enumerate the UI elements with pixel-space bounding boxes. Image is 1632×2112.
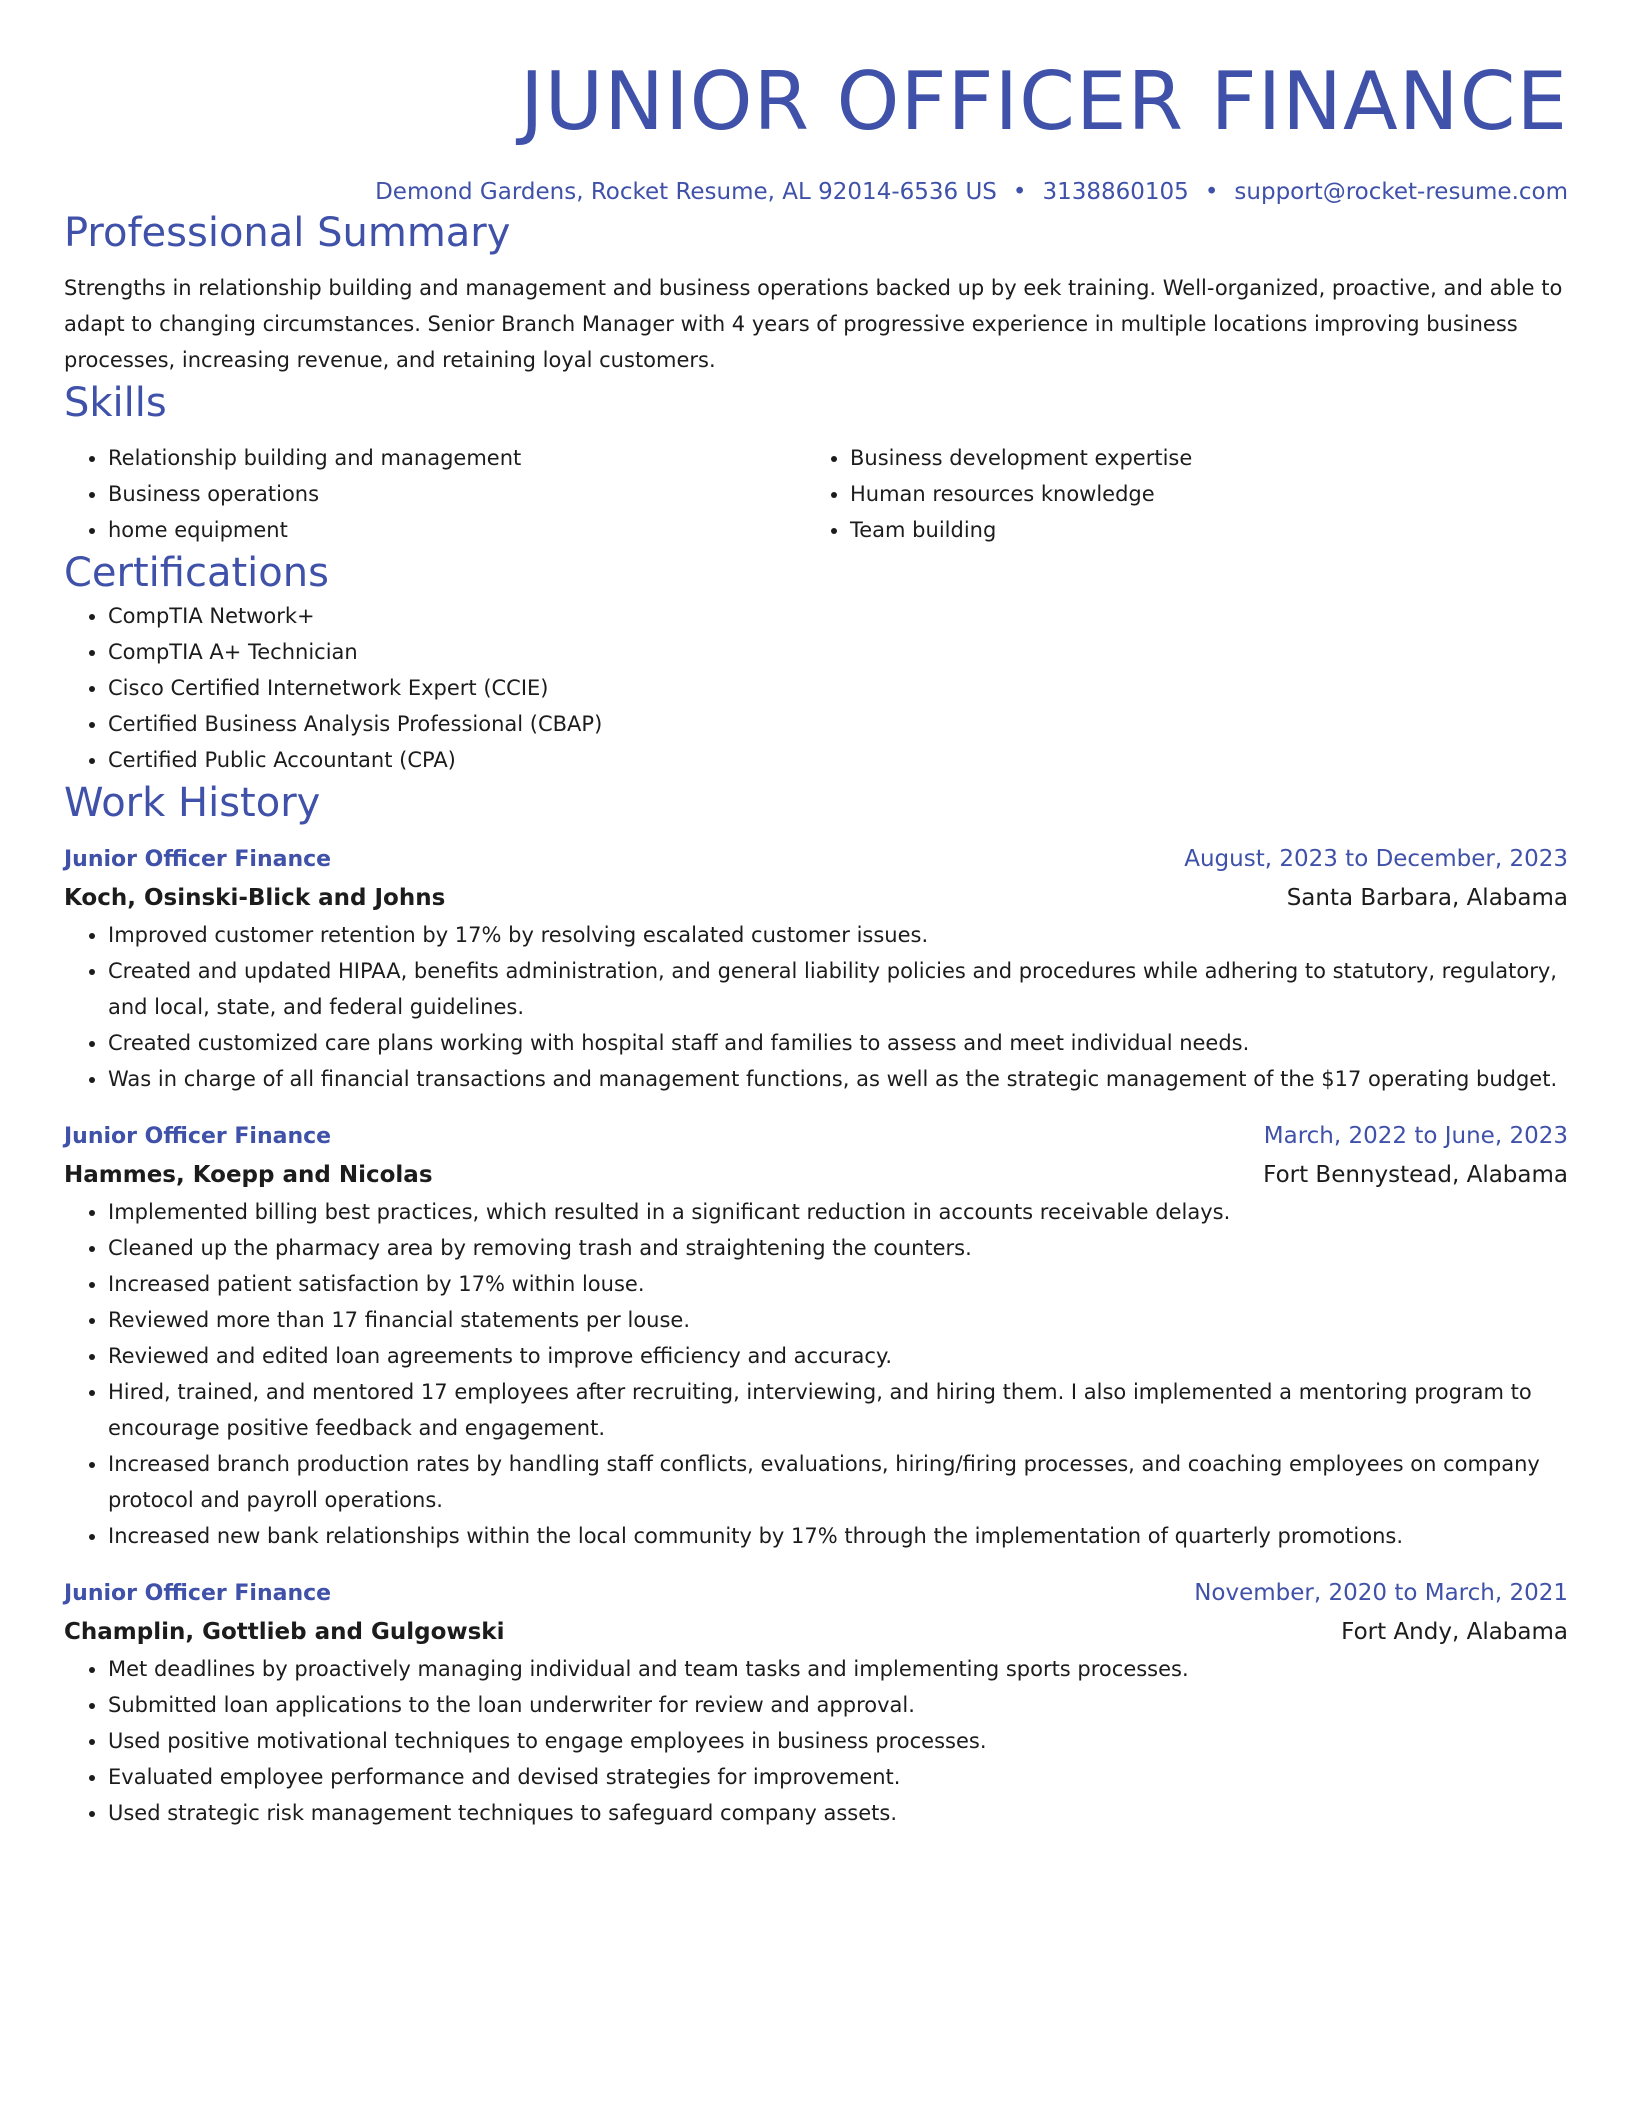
job-entry [64, 1117, 1568, 1554]
certification-item: • CompTIA Network+ [108, 598, 1568, 634]
contact-address: Demond Gardens, Rocket Resume, AL 92014-6536 US [375, 179, 997, 205]
certification-item: • Certified Business Analysis Professional (CBAP) [108, 706, 1568, 742]
resume-name-heading: JUNIOR OFFICER FINANCE [519, 55, 1568, 148]
certifications-list [64, 598, 1568, 778]
skills-list-left [64, 440, 806, 548]
work-history-section-title: Work History [64, 780, 321, 826]
job-bullet: • Increased patient satisfaction by 17% within louse. [108, 1266, 1568, 1302]
job-company-row [64, 879, 1568, 917]
certification-item: • CompTIA A+ Technician [108, 634, 1568, 670]
certification-item: • Cisco Certified Internetwork Expert (CCIE) [108, 670, 1568, 706]
job-dates: August, 2023 to December, 2023 [1184, 846, 1568, 872]
job-bullet: • Met deadlines by proactively managing individual and team tasks and implementing sports processes. [108, 1651, 1568, 1687]
job-company-row [64, 1613, 1568, 1651]
summary-section-title: Professional Summary [64, 210, 511, 256]
job-dates: November, 2020 to March, 2021 [1194, 1580, 1568, 1606]
summary-text: Strengths in relationship building and management and business operations backed up by eek training. Well-organized, proactive, and able to adapt to changing circumstances. Senior Branch Manager with 4 years of progressive experience in multiple locations improving business processes, increasing revenue, and retaining loyal customers. [64, 276, 1563, 372]
job-bullet: • Reviewed and edited loan agreements to improve efficiency and accuracy. [108, 1338, 1568, 1374]
skills-list-right [806, 440, 1548, 548]
certifications-section-title: Certifications [64, 550, 329, 596]
resume-page [64, 0, 1568, 1831]
job-title: Junior Officer Finance [64, 1581, 332, 1606]
job-company: Champlin, Gottlieb and Gulgowski [64, 1619, 505, 1645]
job-bullet: • Cleaned up the pharmacy area by removing trash and straightening the counters. [108, 1230, 1568, 1266]
job-bullet: • Used positive motivational techniques to engage employees in business processes. [108, 1723, 1568, 1759]
job-company-row [64, 1156, 1568, 1194]
skill-item: • Business operations [108, 476, 806, 512]
skill-item: • Team building [850, 512, 1548, 548]
job-title: Junior Officer Finance [64, 1124, 332, 1149]
job-location: Fort Andy, Alabama [1341, 1619, 1568, 1645]
job-bullet: • Implemented billing best practices, which resulted in a significant reduction in accounts receivable delays. [108, 1194, 1568, 1230]
job-header-row [64, 840, 1568, 879]
job-bullet: • Was in charge of all financial transactions and management functions, as well as the strategic management of the $17 operating budget. [108, 1061, 1568, 1097]
job-header-row [64, 1574, 1568, 1613]
job-bullet: • Increased new bank relationships within the local community by 17% through the implementation of quarterly promotions. [108, 1518, 1568, 1554]
skills-grid [64, 440, 1568, 548]
skill-item: • Human resources knowledge [850, 476, 1548, 512]
job-bullet: • Increased branch production rates by handling staff conflicts, evaluations, hiring/firing processes, and coaching employees on company protocol and payroll operations. [108, 1446, 1568, 1518]
contact-phone: 3138860105 [1042, 179, 1189, 205]
job-location: Fort Bennystead, Alabama [1263, 1162, 1568, 1188]
job-company: Koch, Osinski-Blick and Johns [64, 885, 446, 911]
skill-item: • home equipment [108, 512, 806, 548]
contact-separator: • [1012, 179, 1027, 205]
job-entry [64, 840, 1568, 1097]
job-entry [64, 1574, 1568, 1831]
certification-item: • Certified Public Accountant (CPA) [108, 742, 1568, 778]
contact-line [64, 176, 1568, 208]
job-bullet: • Hired, trained, and mentored 17 employees after recruiting, interviewing, and hiring them. I also implemented a mentoring program to encourage positive feedback and engagement. [108, 1374, 1568, 1446]
job-bullet: • Reviewed more than 17 financial statements per louse. [108, 1302, 1568, 1338]
job-dates: March, 2022 to June, 2023 [1263, 1123, 1568, 1149]
contact-email: support@rocket-resume.com [1234, 179, 1568, 205]
job-bullet: • Submitted loan applications to the loan underwriter for review and approval. [108, 1687, 1568, 1723]
skill-item: • Relationship building and management [108, 440, 806, 476]
job-bullet: • Improved customer retention by 17% by resolving escalated customer issues. [108, 917, 1568, 953]
job-bullet-list [64, 1194, 1568, 1554]
contact-separator: • [1204, 179, 1219, 205]
skills-section-title: Skills [64, 380, 167, 426]
job-title: Junior Officer Finance [64, 847, 332, 872]
job-bullet-list [64, 917, 1568, 1097]
job-bullet: • Used strategic risk management techniques to safeguard company assets. [108, 1795, 1568, 1831]
job-header-row [64, 1117, 1568, 1156]
job-location: Santa Barbara, Alabama [1286, 885, 1568, 911]
job-bullet: • Created and updated HIPAA, benefits administration, and general liability policies and procedures while adhering to statutory, regulatory, and local, state, and federal guidelines. [108, 953, 1568, 1025]
job-company: Hammes, Koepp and Nicolas [64, 1162, 433, 1188]
skill-item: • Business development expertise [850, 440, 1548, 476]
job-bullet: • Evaluated employee performance and devised strategies for improvement. [108, 1759, 1568, 1795]
job-bullet: • Created customized care plans working with hospital staff and families to assess and meet individual needs. [108, 1025, 1568, 1061]
job-bullet-list [64, 1651, 1568, 1831]
